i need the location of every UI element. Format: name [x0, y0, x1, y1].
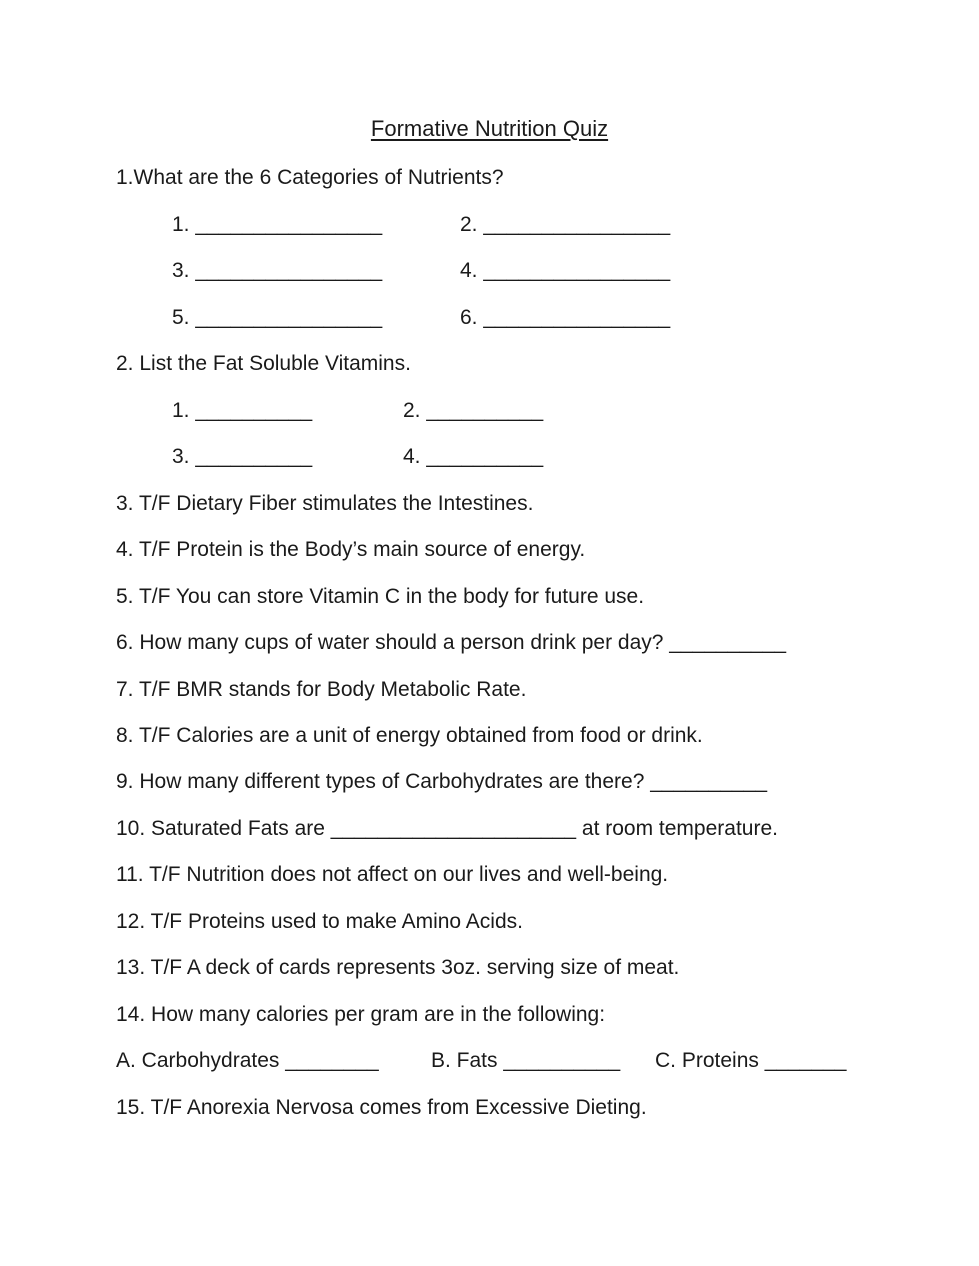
question-9: 9. How many different types of Carbohydrates are there? __________ — [116, 770, 768, 793]
question-15: 15. T/F Anorexia Nervosa comes from Excessive Dieting. — [116, 1096, 647, 1119]
q2-blank-2: 2. __________ — [403, 399, 544, 422]
q1-blank-6: 6. ________________ — [460, 306, 671, 329]
question-6: 6. How many cups of water should a person drink per day? __________ — [116, 631, 787, 654]
page-title: Formative Nutrition Quiz — [370, 116, 609, 141]
q1-blank-1: 1. ________________ — [172, 213, 383, 236]
q14-fats: B. Fats __________ — [431, 1049, 621, 1072]
question-3: 3. T/F Dietary Fiber stimulates the Intestines. — [116, 492, 534, 515]
q14-carbohydrates: A. Carbohydrates ________ — [116, 1049, 379, 1072]
question-12: 12. T/F Proteins used to make Amino Acids. — [116, 910, 523, 933]
question-14: 14. How many calories per gram are in the following: — [116, 1003, 606, 1026]
question-7: 7. T/F BMR stands for Body Metabolic Rate. — [116, 678, 527, 701]
question-4: 4. T/F Protein is the Body’s main source of energy. — [116, 538, 586, 561]
q2-blank-1: 1. __________ — [172, 399, 313, 422]
q1-blank-3: 3. ________________ — [172, 259, 383, 282]
q1-blank-5: 5. ________________ — [172, 306, 383, 329]
question-8: 8. T/F Calories are a unit of energy obtained from food or drink. — [116, 724, 703, 747]
q14-proteins: C. Proteins _______ — [655, 1049, 847, 1072]
question-10: 10. Saturated Fats are _____________________ at room temperature. — [116, 817, 778, 840]
question-11: 11. T/F Nutrition does not affect on our lives and well-being. — [116, 863, 669, 886]
question-13: 13. T/F A deck of cards represents 3oz. serving size of meat. — [116, 956, 680, 979]
q2-blank-4: 4. __________ — [403, 445, 544, 468]
question-2: 2. List the Fat Soluble Vitamins. — [116, 352, 411, 375]
question-1: 1.What are the 6 Categories of Nutrients? — [116, 166, 504, 189]
q2-blank-3: 3. __________ — [172, 445, 313, 468]
q1-blank-4: 4. ________________ — [460, 259, 671, 282]
q1-blank-2: 2. ________________ — [460, 213, 671, 236]
question-5: 5. T/F You can store Vitamin C in the body for future use. — [116, 585, 645, 608]
